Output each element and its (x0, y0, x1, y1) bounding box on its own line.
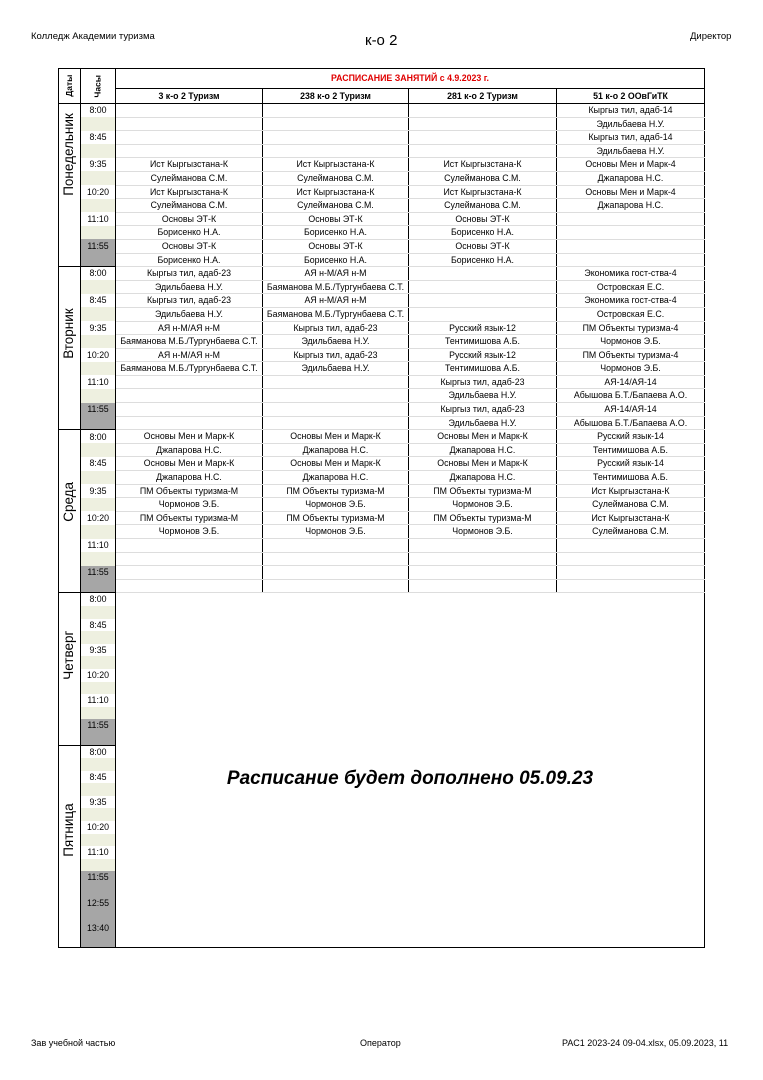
teacher-cell: Борисенко Н.А. (116, 226, 263, 240)
teacher-cell: Борисенко Н.А. (409, 253, 557, 267)
teacher-cell: Джапарова Н.С. (557, 199, 705, 213)
subject-cell: Основы ЭТ-К (409, 239, 557, 253)
teacher-cell: Тентимишова А.Б. (409, 335, 557, 349)
hour-cell: 8:45 (81, 619, 116, 632)
group-header: 238 к-о 2 Туризм (263, 88, 409, 103)
subject-cell: Кыргыз тил, адаб-23 (116, 294, 263, 308)
footer-operator: Оператор (360, 1038, 401, 1048)
teacher-cell: Тентимишова А.Б. (557, 471, 705, 485)
teacher-cell: Чормонов Э.Б. (557, 362, 705, 376)
teacher-cell: Сулейманова С.М. (557, 525, 705, 539)
teacher-cell: Джапарова Н.С. (409, 471, 557, 485)
hour-cell: 9:35 (81, 644, 116, 657)
teacher-cell: Эдильбаева Н.У. (557, 117, 705, 131)
teacher-cell: Островская Е.С. (557, 307, 705, 321)
hour-cell (81, 471, 116, 485)
subject-cell: Кыргыз тил, адаб-23 (263, 321, 409, 335)
teacher-cell (557, 552, 705, 566)
hour-cell: 10:20 (81, 511, 116, 525)
footer-head-of-studies: Зав учебной частью (31, 1038, 116, 1048)
subject-cell: Ист Кыргызстана-К (409, 185, 557, 199)
teacher-cell (409, 579, 557, 593)
hour-cell: 8:00 (81, 593, 116, 606)
teacher-cell (557, 579, 705, 593)
subject-cell: Основы Мен и Марк-К (409, 430, 557, 444)
teacher-cell: Джапарова Н.С. (557, 171, 705, 185)
subject-cell (409, 566, 557, 580)
teacher-cell: Эдильбаева Н.У. (116, 307, 263, 321)
teacher-cell: Баяманова М.Б./Тургунбаева С.Т. (263, 280, 409, 294)
teacher-cell: Чормонов Э.Б. (263, 525, 409, 539)
teacher-cell: Эдильбаева Н.У. (409, 416, 557, 430)
day-label: Понедельник (59, 104, 81, 267)
schedule-table (58, 68, 705, 948)
hour-cell (81, 362, 116, 376)
teacher-cell (409, 307, 557, 321)
hour-cell: 11:10 (81, 539, 116, 553)
subject-cell: Основы ЭТ-К (116, 212, 263, 226)
subject-cell: Кыргыз тил, адаб-14 (557, 131, 705, 145)
hour-cell: 8:00 (81, 104, 116, 118)
hour-cell: 8:00 (81, 267, 116, 281)
teacher-cell (557, 226, 705, 240)
subject-cell (409, 104, 557, 118)
teacher-cell: Джапарова Н.С. (116, 443, 263, 457)
subject-cell: Основы Мен и Марк-К (116, 457, 263, 471)
teacher-cell: Чормонов Э.Б. (116, 525, 263, 539)
subject-cell: Ист Кыргызстана-К (263, 158, 409, 172)
hour-cell (81, 226, 116, 240)
subject-cell: Экономика гост-ства-4 (557, 294, 705, 308)
teacher-cell (116, 416, 263, 430)
subject-cell (263, 403, 409, 417)
subject-cell: Русский язык-12 (409, 348, 557, 362)
hour-cell: 11:10 (81, 694, 116, 707)
subject-cell: Ист Кыргызстана-К (557, 511, 705, 525)
hour-cell (81, 335, 116, 349)
hour-cell: 11:55 (81, 871, 116, 884)
hour-cell (81, 171, 116, 185)
subject-cell: Ист Кыргызстана-К (263, 185, 409, 199)
subject-cell (409, 294, 557, 308)
hour-cell (81, 808, 116, 821)
hour-cell: 9:35 (81, 484, 116, 498)
hour-cell: 11:10 (81, 212, 116, 226)
teacher-cell (116, 144, 263, 158)
group-header: 3 к-о 2 Туризм (116, 88, 263, 103)
subject-cell: ПМ Объекты туризма-М (116, 511, 263, 525)
subject-cell (409, 539, 557, 553)
teacher-cell (263, 416, 409, 430)
teacher-cell (263, 144, 409, 158)
teacher-cell (116, 552, 263, 566)
hour-cell: 8:45 (81, 771, 116, 784)
group-header: 51 к-о 2 ООвГиТК (557, 88, 705, 103)
subject-cell (263, 375, 409, 389)
hour-cell (81, 416, 116, 430)
subject-cell (116, 131, 263, 145)
schedule-title: РАСПИСАНИЕ ЗАНЯТИЙ с 4.9.2023 г. (116, 69, 705, 89)
subject-cell (263, 566, 409, 580)
hour-cell (81, 909, 116, 922)
hour-cell (81, 253, 116, 267)
teacher-cell: Сулейманова С.М. (263, 199, 409, 213)
schedule-note: Расписание будет дополнено 05.09.23 (226, 768, 594, 789)
hour-cell: 9:35 (81, 321, 116, 335)
teacher-cell: Чормонов Э.Б. (116, 498, 263, 512)
teacher-cell: Эдильбаева Н.У. (263, 362, 409, 376)
day-label: Четверг (59, 593, 81, 745)
subject-cell: Основы Мен и Марк-4 (557, 185, 705, 199)
hour-cell (81, 443, 116, 457)
hour-cell (81, 682, 116, 695)
teacher-cell (263, 552, 409, 566)
subject-cell: ПМ Объекты туризма-4 (557, 348, 705, 362)
teacher-cell (116, 117, 263, 131)
hour-cell (81, 144, 116, 158)
day-label: Пятница (59, 745, 81, 948)
subject-cell: АЯ н-М/АЯ н-М (116, 321, 263, 335)
subject-cell: АЯ-14/АЯ-14 (557, 375, 705, 389)
group-header: 281 к-о 2 Туризм (409, 88, 557, 103)
hour-cell: 11:55 (81, 566, 116, 580)
subject-cell: Кыргыз тил, адаб-23 (263, 348, 409, 362)
subject-cell: Основы Мен и Марк-К (409, 457, 557, 471)
hour-cell: 8:45 (81, 294, 116, 308)
hour-cell (81, 758, 116, 771)
hour-cell (81, 656, 116, 669)
subject-cell: ПМ Объекты туризма-М (409, 511, 557, 525)
subject-cell: Основы ЭТ-К (409, 212, 557, 226)
subject-cell (557, 566, 705, 580)
hour-cell: 10:20 (81, 185, 116, 199)
teacher-cell: Эдильбаева Н.У. (116, 280, 263, 294)
hour-cell (81, 199, 116, 213)
subject-cell (409, 131, 557, 145)
col-hours-header: Часы (81, 69, 116, 104)
subject-cell (116, 566, 263, 580)
subject-cell (557, 239, 705, 253)
teacher-cell (263, 389, 409, 403)
hour-cell: 11:10 (81, 846, 116, 859)
hour-cell (81, 834, 116, 847)
teacher-cell: Баяманова М.Б./Тургунбаева С.Т. (116, 335, 263, 349)
teacher-cell: Чормонов Э.Б. (557, 335, 705, 349)
hour-cell: 10:20 (81, 669, 116, 682)
subject-cell: Ист Кыргызстана-К (409, 158, 557, 172)
hour-cell (81, 732, 116, 745)
hour-cell (81, 525, 116, 539)
subject-cell: Кыргыз тил, адаб-23 (116, 267, 263, 281)
subject-cell: Экономика гост-ства-4 (557, 267, 705, 281)
hour-cell: 12:55 (81, 897, 116, 910)
teacher-cell: Чормонов Э.Б. (409, 498, 557, 512)
teacher-cell: Джапарова Н.С. (116, 471, 263, 485)
teacher-cell: Сулейманова С.М. (409, 171, 557, 185)
hour-cell: 11:55 (81, 403, 116, 417)
subject-cell: Русский язык-14 (557, 457, 705, 471)
subject-cell (116, 375, 263, 389)
subject-cell: Ист Кыргызстана-К (116, 185, 263, 199)
hour-cell (81, 631, 116, 644)
hour-cell (81, 884, 116, 897)
subject-cell: Ист Кыргызстана-К (557, 484, 705, 498)
teacher-cell: Борисенко Н.А. (409, 226, 557, 240)
teacher-cell: Абышова Б.Т./Бапаева А.О. (557, 389, 705, 403)
subject-cell (557, 539, 705, 553)
teacher-cell: Сулейманова С.М. (263, 171, 409, 185)
subject-cell: Русский язык-14 (557, 430, 705, 444)
teacher-cell: Чормонов Э.Б. (263, 498, 409, 512)
hour-cell: 11:55 (81, 719, 116, 732)
hour-cell: 11:55 (81, 239, 116, 253)
subject-cell (263, 131, 409, 145)
hour-cell: 10:20 (81, 821, 116, 834)
subject-cell: Основы Мен и Марк-К (116, 430, 263, 444)
director-label: Директор (690, 31, 732, 42)
hour-cell (81, 579, 116, 593)
subject-cell: ПМ Объекты туризма-М (263, 511, 409, 525)
college-name: Колледж Академии туризма (31, 31, 155, 42)
hour-cell (81, 117, 116, 131)
hour-cell (81, 498, 116, 512)
teacher-cell (409, 117, 557, 131)
hour-cell (81, 707, 116, 720)
teacher-cell: Джапарова Н.С. (263, 443, 409, 457)
subject-cell: АЯ н-М/АЯ н-М (263, 267, 409, 281)
teacher-cell: Островская Е.С. (557, 280, 705, 294)
subject-cell: Основы ЭТ-К (116, 239, 263, 253)
teacher-cell: Сулейманова С.М. (557, 498, 705, 512)
teacher-cell: Эдильбаева Н.У. (409, 389, 557, 403)
day-label: Вторник (59, 267, 81, 430)
hour-cell (81, 307, 116, 321)
hour-cell (81, 389, 116, 403)
col-dates-header: Даты (59, 69, 81, 104)
subject-cell: Основы Мен и Марк-К (263, 457, 409, 471)
hour-cell (81, 606, 116, 619)
teacher-cell: Сулейманова С.М. (116, 199, 263, 213)
subject-cell (116, 104, 263, 118)
footer-file-info: РАС1 2023-24 09-04.xlsx, 05.09.2023, 11 (562, 1038, 729, 1048)
hour-cell: 8:45 (81, 131, 116, 145)
hour-cell: 9:35 (81, 158, 116, 172)
teacher-cell: Борисенко Н.А. (263, 253, 409, 267)
teacher-cell: Чормонов Э.Б. (409, 525, 557, 539)
teacher-cell: Тентимишова А.Б. (409, 362, 557, 376)
hour-cell (81, 934, 116, 947)
teacher-cell (263, 117, 409, 131)
hour-cell (81, 280, 116, 294)
teacher-cell: Джапарова Н.С. (263, 471, 409, 485)
subject-cell: Кыргыз тил, адаб-23 (409, 403, 557, 417)
subject-cell (409, 267, 557, 281)
teacher-cell: Эдильбаева Н.У. (263, 335, 409, 349)
subject-cell: Основы Мен и Марк-К (263, 430, 409, 444)
subject-cell: АЯ н-М/АЯ н-М (263, 294, 409, 308)
teacher-cell: Баяманова М.Б./Тургунбаева С.Т. (263, 307, 409, 321)
teacher-cell (116, 389, 263, 403)
hour-cell (81, 783, 116, 796)
subject-cell: Ист Кыргызстана-К (116, 158, 263, 172)
subject-cell: ПМ Объекты туризма-4 (557, 321, 705, 335)
group-code: к-о 2 (365, 32, 398, 49)
teacher-cell: Борисенко Н.А. (116, 253, 263, 267)
hour-cell (81, 552, 116, 566)
teacher-cell: Баяманова М.Б./Тургунбаева С.Т. (116, 362, 263, 376)
subject-cell (263, 104, 409, 118)
teacher-cell (557, 253, 705, 267)
subject-cell: АЯ-14/АЯ-14 (557, 403, 705, 417)
teacher-cell: Тентимишова А.Б. (557, 443, 705, 457)
teacher-cell: Джапарова Н.С. (409, 443, 557, 457)
teacher-cell: Эдильбаева Н.У. (557, 144, 705, 158)
subject-cell (116, 403, 263, 417)
subject-cell (263, 539, 409, 553)
teacher-cell (409, 280, 557, 294)
teacher-cell (263, 579, 409, 593)
subject-cell: Кыргыз тил, адаб-14 (557, 104, 705, 118)
subject-cell (557, 212, 705, 226)
subject-cell: АЯ н-М/АЯ н-М (116, 348, 263, 362)
hour-cell: 9:35 (81, 796, 116, 809)
subject-cell: Основы ЭТ-К (263, 239, 409, 253)
hour-cell: 8:00 (81, 430, 116, 444)
hour-cell: 11:10 (81, 375, 116, 389)
hour-cell: 8:45 (81, 457, 116, 471)
subject-cell: ПМ Объекты туризма-М (263, 484, 409, 498)
subject-cell: ПМ Объекты туризма-М (409, 484, 557, 498)
subject-cell: Русский язык-12 (409, 321, 557, 335)
teacher-cell: Сулейманова С.М. (409, 199, 557, 213)
teacher-cell: Сулейманова С.М. (116, 171, 263, 185)
hour-cell: 10:20 (81, 348, 116, 362)
day-label: Среда (59, 430, 81, 593)
subject-cell: ПМ Объекты туризма-М (116, 484, 263, 498)
subject-cell: Основы Мен и Марк-4 (557, 158, 705, 172)
teacher-cell (409, 144, 557, 158)
teacher-cell: Борисенко Н.А. (263, 226, 409, 240)
teacher-cell (409, 552, 557, 566)
teacher-cell (116, 579, 263, 593)
subject-cell: Основы ЭТ-К (263, 212, 409, 226)
subject-cell: Кыргыз тил, адаб-23 (409, 375, 557, 389)
teacher-cell: Абышова Б.Т./Бапаева А.О. (557, 416, 705, 430)
hour-cell: 8:00 (81, 745, 116, 758)
hour-cell (81, 859, 116, 872)
subject-cell (116, 539, 263, 553)
hour-cell: 13:40 (81, 922, 116, 935)
